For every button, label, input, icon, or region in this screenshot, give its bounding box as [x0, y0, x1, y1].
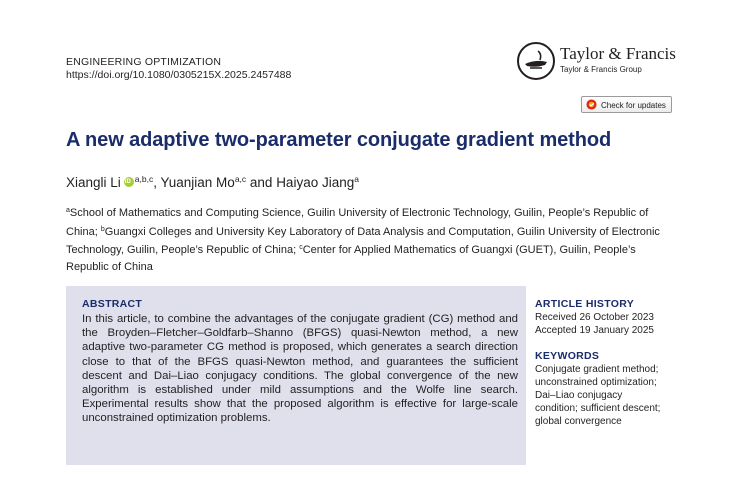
author-name[interactable]: Yuanjian Mo	[160, 175, 235, 190]
author-affil-sup: a,b,c	[134, 174, 154, 184]
affil-sup: c	[299, 244, 303, 251]
journal-name: ENGINEERING OPTIMIZATION	[66, 56, 222, 68]
affil-sup: b	[100, 225, 105, 233]
author-list	[66, 174, 359, 190]
orcid-icon[interactable]	[124, 177, 134, 187]
check-for-updates-button[interactable]	[581, 96, 672, 113]
keyword-line: unconstrained optimization;	[535, 377, 657, 388]
abstract-box	[66, 286, 526, 465]
author-separator: and	[246, 175, 277, 190]
affil-text: Center for Applied Mathematics of Guangxi (GUET), Guilin, People’s Republic of China	[66, 244, 636, 273]
publisher-logo[interactable]	[516, 41, 676, 81]
keyword-line: Conjugate gradient method;	[535, 364, 659, 375]
affil-text: School of Mathematics and Computing Science, Guilin University of Electronic Technology, Guilin, People’s Republic of China;	[66, 207, 649, 238]
accepted-date: Accepted 19 January 2025	[535, 325, 654, 336]
affil-sup: a	[66, 207, 70, 214]
keyword-line: condition; sufficient descent;	[535, 403, 661, 414]
abstract-heading: ABSTRACT	[82, 298, 143, 310]
lamp-logo-icon	[516, 41, 556, 81]
abstract-text: In this article, to combine the advantages of the conjugate gradient (CG) method and the Broyden–Fletcher–Goldfarb–Shanno (BFGS) quasi-Newton method, a new adaptive two-parameter CG method is proposed, which generates a search direction close to that of the BFGS quasi-Newton method, and guarantees the sufficient descent and Dai–Liao conjugacy conditions. The global convergence of the new algorithm is established under mild assumptions and the Wolfe line search. Experimental results show that the proposed algorithm is effective for large-scale unconstrained optimization problems.	[82, 313, 518, 425]
doi-link[interactable]: https://doi.org/10.1080/0305215X.2025.2457488	[66, 69, 292, 81]
author-affil-sup: a,c	[234, 174, 247, 184]
affiliations	[66, 203, 676, 275]
author-name[interactable]: Xiangli Li	[66, 175, 121, 190]
article-sidebar	[535, 298, 685, 428]
article-title: A new adaptive two-parameter conjugate gradient method	[66, 129, 612, 151]
affil-text: Guangxi Colleges and University Key Laboratory of Data Analysis and Computation, Guilin University of Electronic Technology, Guilin, People’s Republic of China;	[66, 225, 660, 256]
keyword-line: Dai–Liao conjugacy	[535, 390, 623, 401]
check-updates-icon	[586, 99, 597, 110]
received-date: Received 26 October 2023	[535, 312, 654, 323]
author-separator: ,	[153, 175, 161, 190]
publisher-group: Taylor & Francis Group	[560, 65, 642, 74]
publisher-name: Taylor & Francis	[560, 44, 676, 63]
journal-info	[66, 56, 291, 82]
check-updates-label: Check for updates	[601, 101, 666, 110]
article-history-heading: ARTICLE HISTORY	[535, 298, 635, 310]
author-affil-sup: a	[354, 174, 359, 184]
author-name[interactable]: Haiyao Jiang	[276, 175, 355, 190]
keywords-heading: KEYWORDS	[535, 350, 600, 362]
keyword-line: global convergence	[535, 416, 622, 427]
